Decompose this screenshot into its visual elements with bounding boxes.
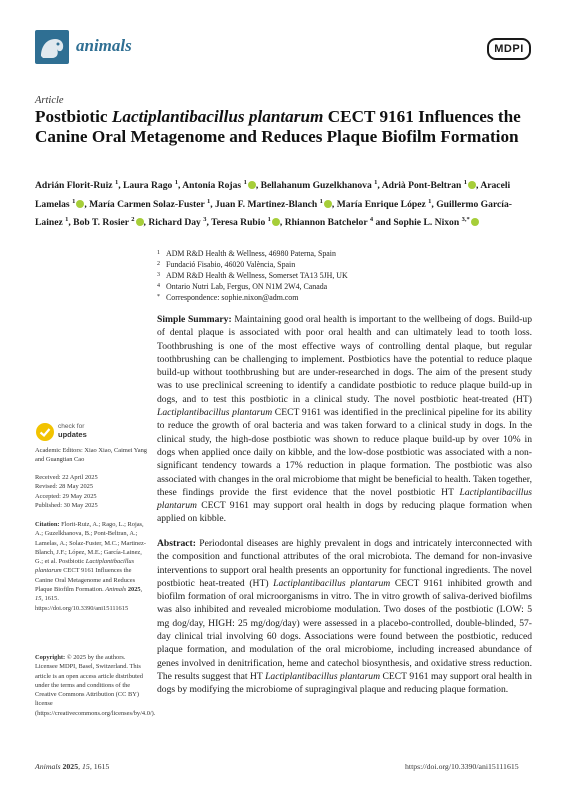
check-updates-line1: check for [58, 423, 85, 430]
author-name: Laura Rago [123, 180, 173, 192]
citation-year: 2025 [126, 586, 141, 594]
publisher-logo: MDPI [487, 38, 531, 60]
affiliation-item [157, 270, 537, 281]
copyright [35, 653, 156, 718]
affiliation-mark: 1 [157, 250, 160, 256]
author-affiliation-mark: 3 [203, 216, 207, 224]
date-accepted: Accepted: 29 May 2025 [35, 492, 97, 500]
affiliation-mark: 2 [157, 261, 160, 268]
date-published: Published: 30 May 2025 [35, 501, 98, 509]
author [337, 199, 432, 210]
citation-volume: , 15 [35, 586, 143, 603]
summary-species: Lactiplantibacillus plantarum [157, 486, 532, 512]
citation-text: Florit-Ruiz, A.; Rago, L.; Rojas, A.; Guzelkhanova, B.; Pont-Beltran, A.; Lamelas, A.; Solaz-Fuster, M.C.; Martinez-Blanch, J.F.; López, M.E.; García-Lainez, G.; et al. Postbiotic [35, 521, 147, 566]
footer-citation [35, 762, 109, 771]
author-name: Teresa Rubio [211, 217, 266, 229]
affiliation-mark: 4 [157, 283, 160, 290]
affiliation-mark: 3 [157, 272, 160, 279]
check-updates-icon [35, 422, 55, 442]
check-for-updates-button[interactable] [35, 421, 110, 443]
author-name: Bob T. Rosier [73, 217, 129, 229]
author [393, 217, 478, 228]
citation-species: Lactiplantibacillus plantarum [35, 558, 135, 575]
abstract-text: CECT 9161 inhibited growth and biofilm formation of oral microorganisms in vitro. The in vitro growth of saliva-derived biofilms was also inhibited and revealed microbiome modulation. Two doses of the postbiotic (LOW: 5 mg dog/day, HIGH: 25 mg/dog/day) were assessed in a placebo-controlled, double-blinded, 57-day clinical trial involving 60 dogs. Associations were found between the postbiotic, reduced plaque formation, and modulation of the oral microbiome, including increased abundance of genes involved in denitrification, heme and catechol biosynthesis, and oxidative stress reduction. The results suggest that HT [157, 577, 532, 682]
footer-doi-link[interactable]: https://doi.org/10.3390/ani15111615 [405, 762, 519, 771]
citation-text: CECT 9161 Influences the Canine Oral Metagenome and Reduces Plaque Biofilm Formation. [35, 567, 136, 594]
author-affiliation-mark: 1 [65, 216, 69, 224]
author [215, 199, 332, 210]
citation-journal: Animals [105, 586, 127, 594]
author-name: Antonia Rojas [182, 180, 242, 192]
author [382, 180, 476, 191]
author [73, 217, 143, 228]
copyright-label: Copyright: [35, 654, 66, 661]
author-affiliation-mark: 1 [243, 179, 247, 186]
affiliation-item [157, 259, 537, 270]
summary-text: CECT 9161 may support oral health in dogs by reducing plaque formation when applied on kibble. [157, 500, 532, 525]
dates [35, 473, 147, 510]
author-affiliation-mark: 1 [114, 179, 119, 186]
affiliation-item [157, 248, 537, 259]
affiliation-text: Ontario Nutri Lab, Fergus, ON N1M 2W4, Canada [166, 282, 328, 292]
author-name: Guillermo García-Lainez [35, 198, 512, 229]
abstract [157, 537, 532, 697]
date-received: Received: 22 April 2025 [35, 474, 98, 481]
affiliations [157, 248, 537, 303]
author-name: Richard Day [148, 217, 201, 229]
author [285, 217, 373, 228]
orcid-icon[interactable] [324, 200, 332, 208]
article-type: Article [35, 95, 64, 106]
summary-text: CECT 9161 was identified in the preclinical pipeline for its ability to reduce the growth of oral bacteria and was taken forward to a clinical study in dogs. In the clinical study, the high-dose postbiotic was shown to reduce plaque build-up by over 10% in dogs when applied once daily on kibble, and the low-dose postbiotic was associated with a non-significant tendency towards a 17% reduction in plaque formation. The postbiotic was also associated with changes in the oral microbiome that might be beneficial to health. Taken together, these findings provide the first evidence that the novel postbiotic HT [157, 407, 532, 498]
date-revised: Revised: 28 May 2025 [35, 483, 94, 491]
author-name: Adrián Florit-Ruiz [35, 180, 113, 192]
author-name: María Carmen Solaz-Fuster [89, 198, 205, 210]
citation-doi[interactable]: , 1615. https://doi.org/10.3390/ani15111615 [35, 595, 129, 612]
footer-journal: Animals [35, 762, 61, 771]
author [148, 217, 206, 228]
author-affiliation-mark: 1 [319, 197, 323, 205]
abstract-text: Periodontal diseases are highly prevalent in dogs and intricately interconnected with the composition and functional attributes of the oral microbiota. The demand for non-invasive interventions to support oral health presents an opportunity for functional ingredients. The novel postbiotic heat-treated (HT) [157, 538, 532, 589]
citation [35, 520, 147, 613]
article-title [35, 107, 535, 146]
author-list: Adrián Florit-Ruiz $^1$, Laura Rago $^1$, Antonia Rojas $^1$ , Bellahanum Guzelkhanova $^1$, Adrià Pont-Beltran $^1$ , Araceli Lamelas $^1$ , María Carmen Solaz-Fuster $^1$, Juan F. Martinez-Blanch $^1$ , María Enrique López $^1$, Guillermo García-Lainez $^1$, Bob T. Rosier $^2$ , Richard Day $^3$, Teresa Rubio $^1$ , Rhiannon Batchelor $^4$ and Sophie L. Nixon $^{3,*}$ [35, 179, 512, 229]
affiliation-item [157, 281, 537, 292]
footer-year: 2025 [60, 762, 79, 771]
title-species: Lactiplantibacillus plantarum [111, 107, 324, 126]
abstract-species: Lactiplantibacillus plantarum [273, 577, 391, 589]
author-affiliation-mark: 1 [267, 216, 271, 224]
author-affiliation-mark: 1 [463, 179, 468, 186]
author-affiliation-mark: 3,* [461, 216, 470, 224]
orcid-icon[interactable] [136, 218, 144, 226]
author [261, 180, 378, 191]
author-affiliation-mark: 1 [72, 197, 76, 205]
summary-species: Lactiplantibacillus plantarum [157, 407, 273, 419]
simple-summary [157, 313, 532, 526]
author [89, 199, 210, 210]
orcid-icon[interactable] [76, 200, 84, 208]
author-name: Juan F. Martinez-Blanch [215, 198, 318, 210]
author-affiliation-mark: 1 [206, 197, 211, 205]
affiliation-text: Fundació Fisabio, 46020 València, Spain [166, 260, 296, 270]
affiliation-text: Correspondence: sophie.nixon@adm.com [166, 293, 299, 303]
footer-volume: , 15 [78, 762, 90, 771]
affiliation-mark: * [157, 294, 160, 301]
footer-page: , 1615 [89, 762, 110, 771]
author [211, 217, 280, 228]
academic-editors: Academic Editors: Xiao Xiao, Caimei Yang and Guangtian Cao [35, 447, 147, 464]
copyright-text: © 2025 by the authors. Licensee MDPI, Basel, Switzerland. This article is an open access article distributed under the terms and conditions of the Creative Commons Attribution (CC BY) license (https://creativecommons.org/licenses/by/4.0/). [35, 654, 156, 717]
title-part: CECT 9161 Influences the Canine Oral Metagenome and Reduces Plaque Biofilm Formation [35, 107, 521, 146]
journal-name: animals [76, 36, 132, 55]
abstract-species: Lactiplantibacillus plantarum [265, 670, 381, 682]
title-part: Postbiotic [35, 107, 112, 126]
citation-label: Citation: [35, 521, 60, 528]
author-name: María Enrique López [336, 198, 426, 210]
affiliation-text: ADM R&D Health & Wellness, Somerset TA13 5JH, UK [166, 271, 348, 281]
orcid-icon[interactable] [248, 181, 256, 189]
animal-icon [35, 30, 69, 64]
author-affiliation-mark: 1 [428, 197, 432, 205]
abstract-label: Abstract: [157, 538, 196, 549]
author-name: Araceli Lamelas [35, 180, 511, 210]
simple-summary-label: Simple Summary: [157, 314, 232, 325]
affiliation-item [157, 292, 537, 303]
affiliation-text: ADM R&D Health & Wellness, 46980 Paterna, Spain [166, 249, 336, 258]
author-name: Rhiannon Batchelor [284, 217, 368, 229]
author-name: Bellahanum Guzelkhanova [260, 180, 372, 192]
author-affiliation-mark: 1 [174, 179, 178, 186]
summary-text: Maintaining good oral health is important to the wellbeing of dogs. Build-up of dental plaque is associated with poor oral health and can ultimately lead to tooth loss. Toothbrushing is one of the most effective ways of controlling dental plaque, but regular toothbrushing can be challenging to implement. Postbiotics have the potential to reduce plaque build-up without toothbrushing but are under-researched in dogs. The aim of the present study was to use preclinical screening to identify a candidate postbiotic to reduce plaque build-up in dogs, and to test this postbiotic in a clinical study. The novel postbiotic heat-treated (HT) [157, 314, 532, 405]
orcid-icon[interactable] [468, 181, 476, 189]
abstract-text: CECT 9161 may support oral health in dogs by modifying the microbiome of supragingival plaque and reducing plaque formation. [157, 670, 532, 696]
author-affiliation-mark: 2 [131, 216, 135, 224]
journal-logo [35, 30, 69, 64]
author [123, 180, 178, 191]
author-affiliation-mark: 1 [374, 179, 378, 186]
check-updates-line2: updates [58, 430, 87, 439]
author-name: Sophie L. Nixon [393, 217, 460, 229]
author [182, 180, 256, 191]
orcid-icon[interactable] [272, 218, 280, 226]
author-affiliation-mark: 4 [369, 216, 374, 224]
author-name: Adrià Pont-Beltran [381, 180, 462, 192]
orcid-icon[interactable] [471, 218, 479, 226]
author [35, 180, 118, 191]
